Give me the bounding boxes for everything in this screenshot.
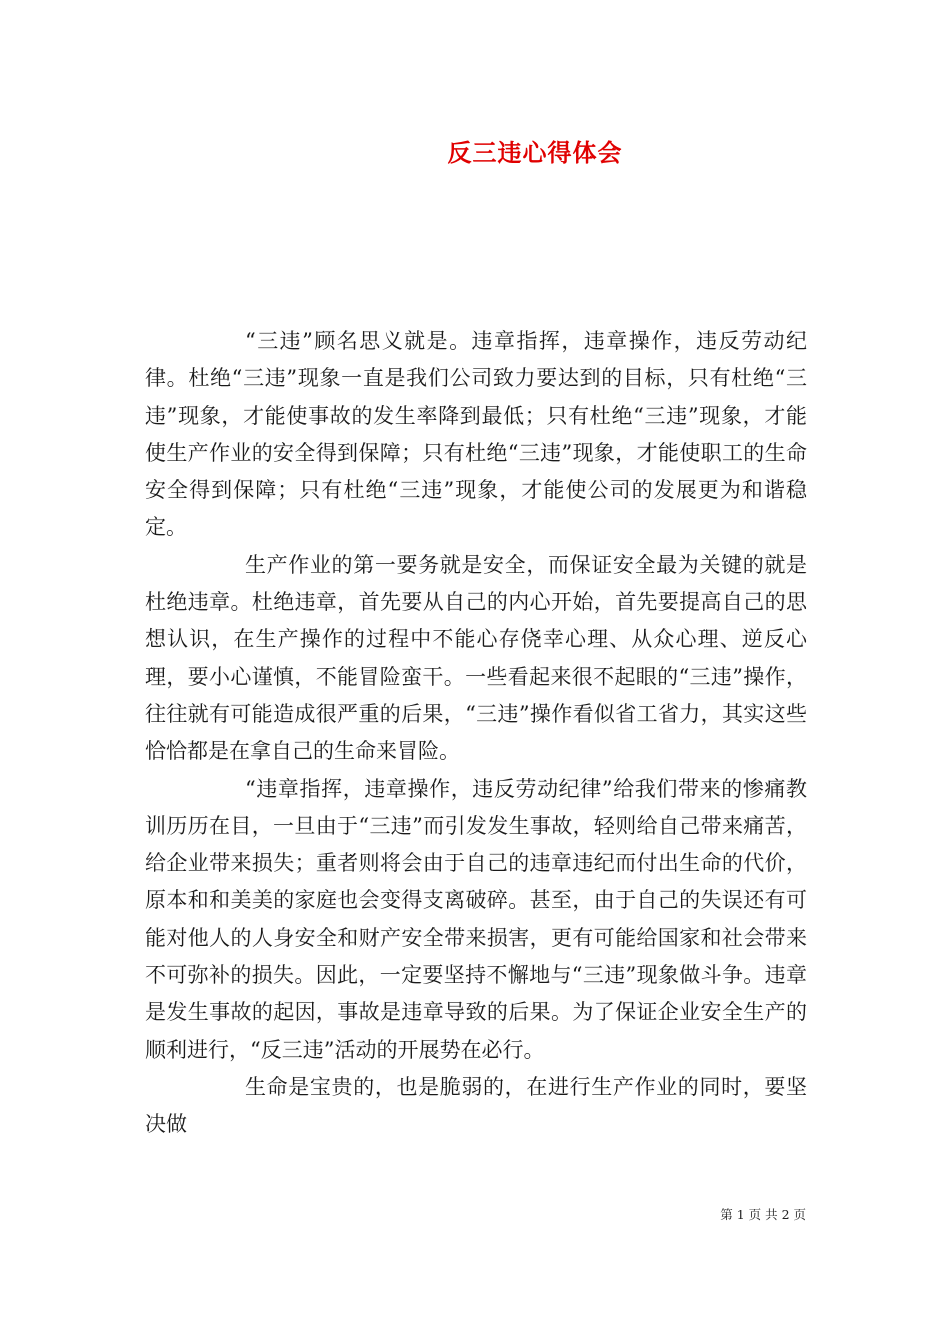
paragraph-1: “三违”顾名思义就是。违章指挥，违章操作，违反劳动纪律。杜绝“三违”现象一直是我们公司致力要达到的目标，只有杜绝“三违”现象，才能使事故的发生率降到最低；只有杜绝“三违”现象，才能使生产作业的安全得到保障；只有杜绝“三违”现象，才能使职工的生命安全得到保障；只有杜绝“三违”现象，才能使公司的发展更为和谐稳定。 — [145, 329, 807, 540]
document-title: 反三违心得体会 — [447, 138, 623, 167]
page-number-footer: 第 1 页 共 2 页 — [720, 1207, 806, 1222]
paragraph-2: 生产作业的第一要务就是安全，而保证安全最为关键的就是杜绝违章。杜绝违章，首先要从自己的内心开始，首先要提高自己的思想认识，在生产操作的过程中不能心存侥幸心理、从众心理、逆反心理，要小心谨慎，不能冒险蛮干。一些看起来很不起眼的“三违”操作，往往就有可能造成很严重的后果，“三违”操作看似省工省力，其实这些恰恰都是在拿自己的生命来冒险。 — [145, 552, 807, 764]
document-body — [145, 323, 807, 1144]
paragraph-3: “违章指挥，违章操作，违反劳动纪律”给我们带来的惨痛教训历历在目，一旦由于“三违”而引发发生事故，轻则给自己带来痛苦，给企业带来损失；重者则将会由于自己的违章违纪而付出生命的代价，原本和和美美的家庭也会变得支离破碎。甚至，由于自己的失误还有可能对他人的人身安全和财产安全带来损害，更有可能给国家和社会带来不可弥补的损失。因此，一定要坚持不懈地与“三违”现象做斗争。违章是发生事故的起因，事故是违章导致的后果。为了保证企业安全生产的顺利进行，“反三违”活动的开展势在必行。 — [145, 776, 807, 1062]
paragraph-4: 生命是宝贵的，也是脆弱的，在进行生产作业的同时，要坚决做 — [145, 1074, 807, 1137]
